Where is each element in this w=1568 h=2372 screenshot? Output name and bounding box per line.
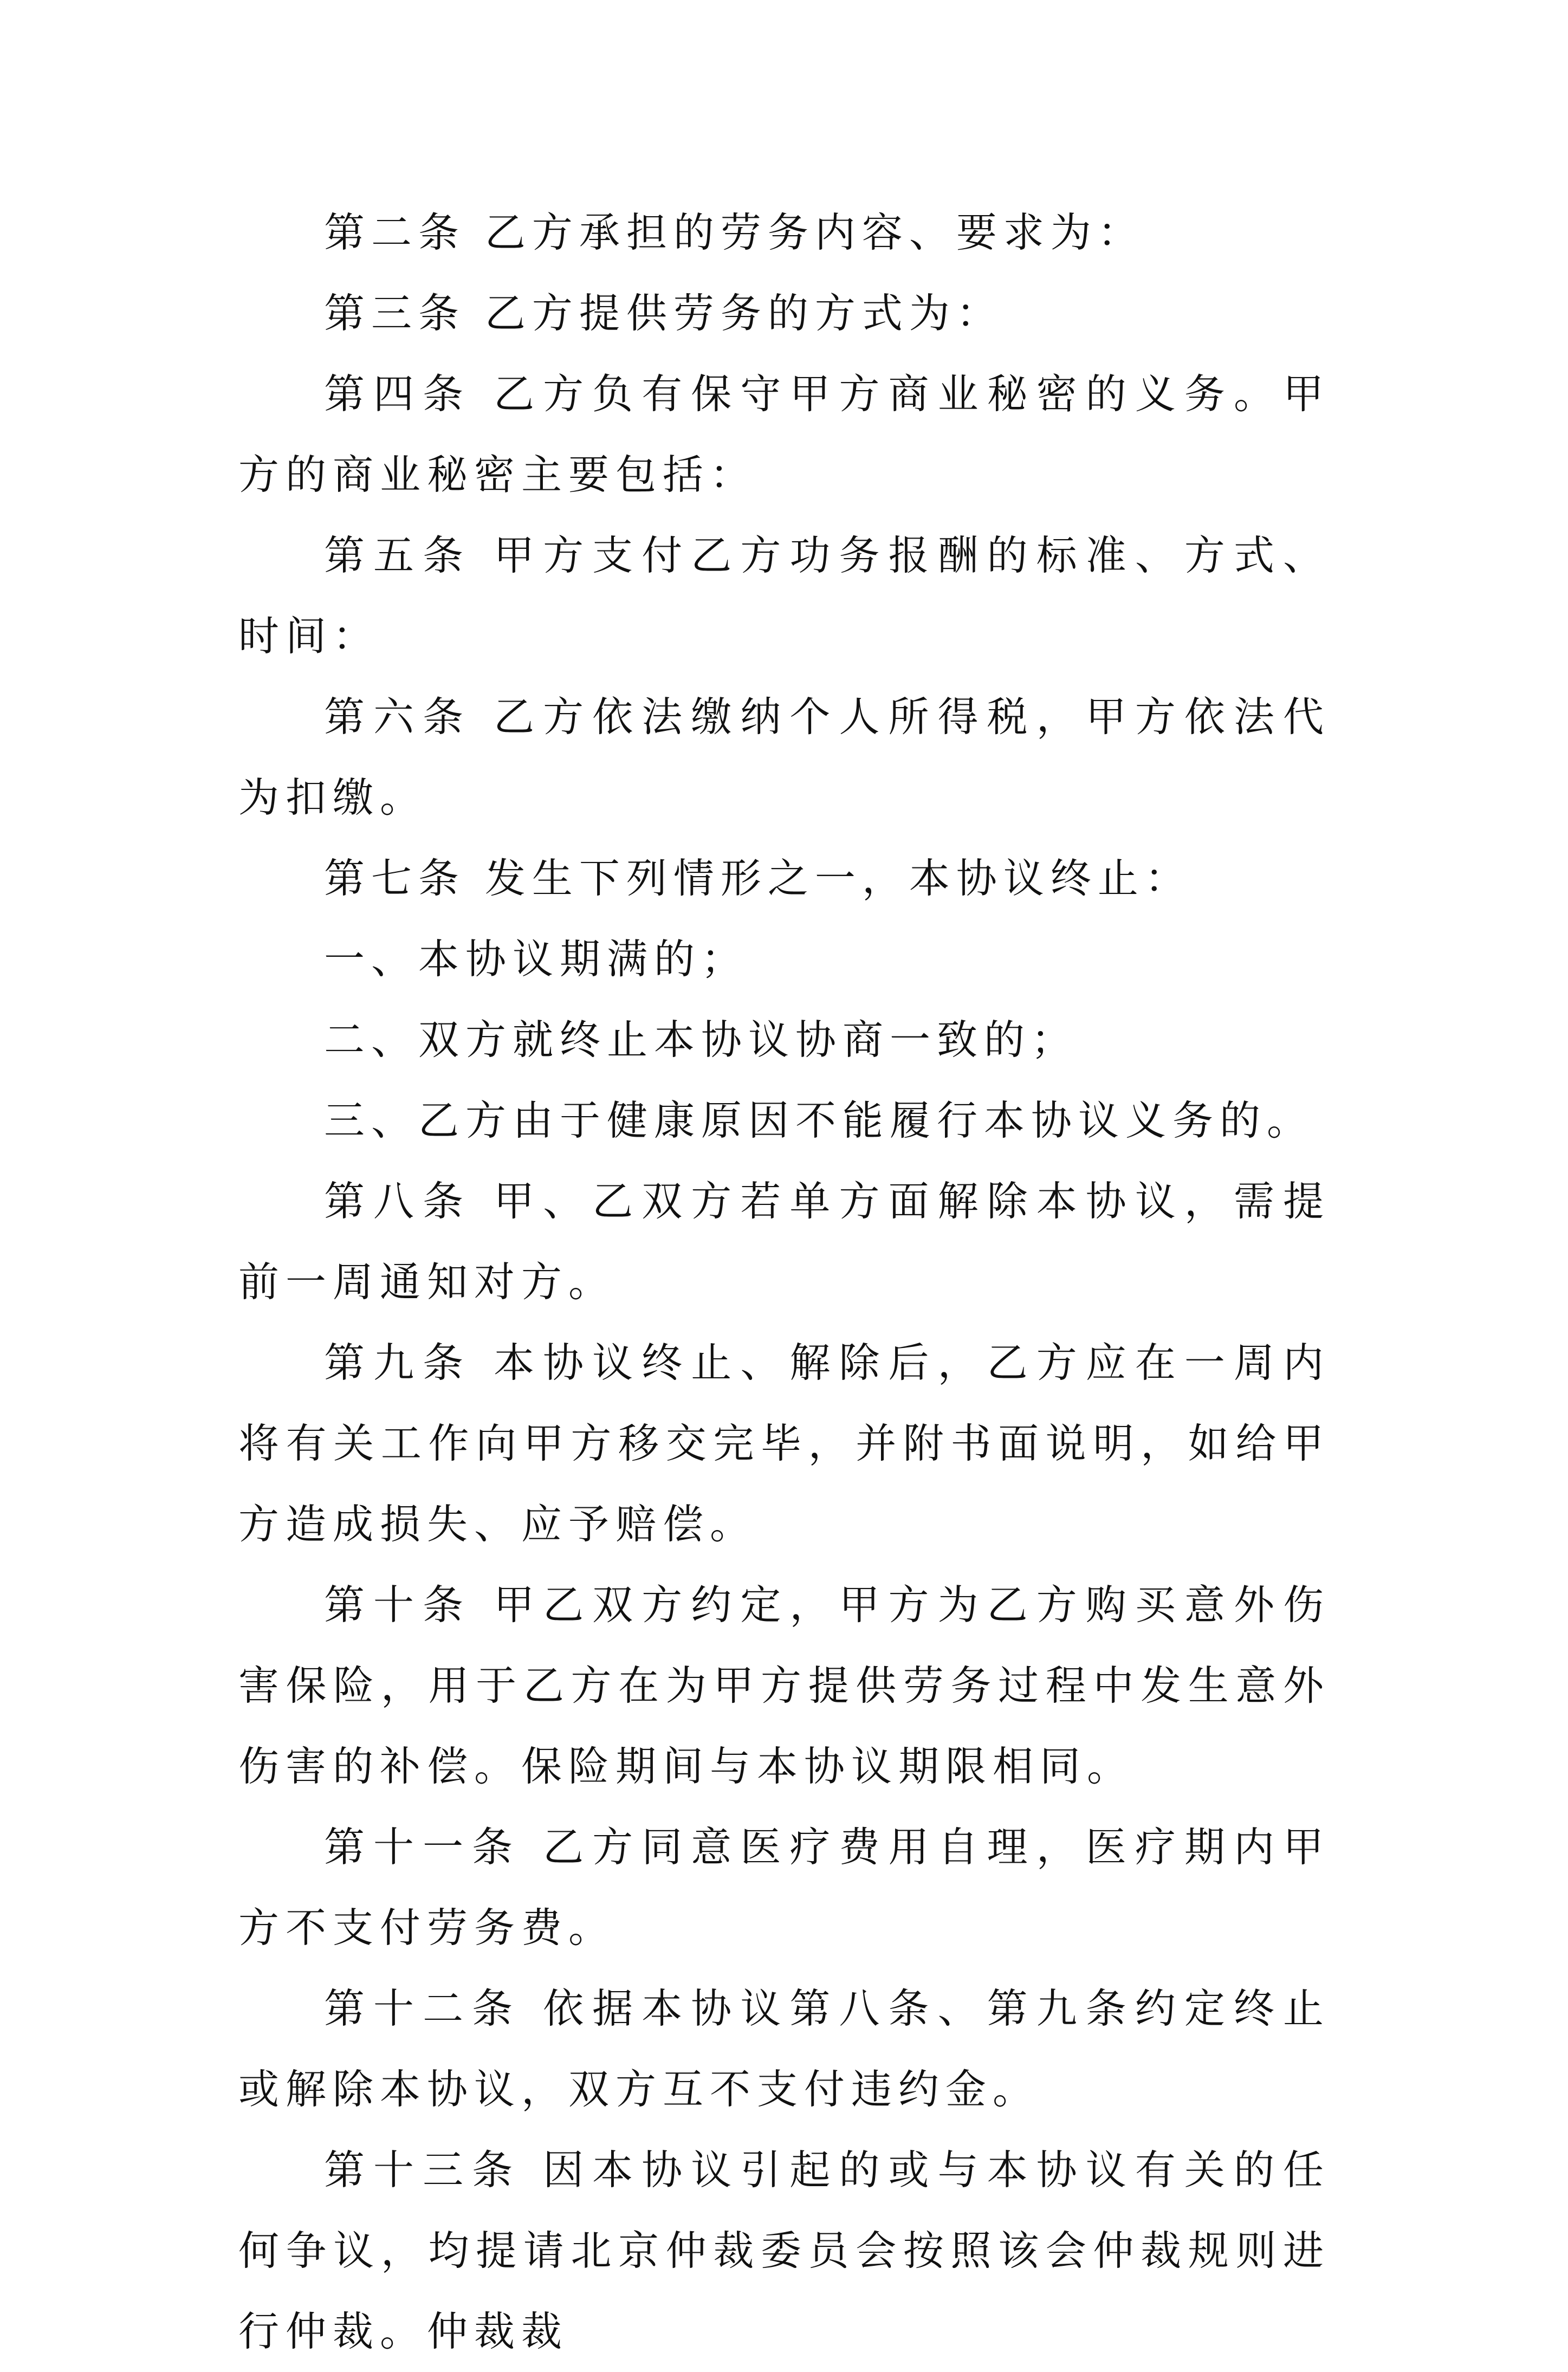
- clause-8: 第八条 甲、乙双方若单方面解除本协议，需提前一周通知对方。: [238, 1177, 1330, 1306]
- document-body: [238, 192, 1330, 2372]
- clause-2: 第二条 乙方承担的劳务内容、要求为：: [324, 209, 1145, 256]
- clause-7: 第七条 发生下列情形之一，本协议终止：: [324, 854, 1192, 902]
- clause-10: 第十条 甲乙双方约定，甲方为乙方购买意外伤害保险，用于乙方在为甲方提供劳务过程中发生意外伤害的补偿。保险期间与本协议期限相同。: [238, 1581, 1330, 1790]
- clause-7-item-2: 二、双方就终止本协议协商一致的；: [324, 1016, 1079, 1064]
- clause-5: 第五条 甲方支付乙方功务报酬的标准、方式、时间：: [238, 532, 1330, 660]
- clause-7-item-3: 三、乙方由于健康原因不能履行本协议义务的。: [324, 1097, 1314, 1144]
- clause-12: 第十二条 依据本协议第八条、第九条约定终止或解除本协议，双方互不支付违约金。: [238, 1985, 1330, 2113]
- clause-9: 第九条 本协议终止、解除后，乙方应在一周内将有关工作向甲方移交完毕，并附书面说明，如给甲方造成损失、应予赔偿。: [238, 1339, 1330, 1548]
- clause-11: 第十一条 乙方同意医疗费用自理，医疗期内甲方不支付劳务费。: [238, 1823, 1330, 1952]
- clause-4: 第四条 乙方负有保守甲方商业秘密的义务。甲方的商业秘密主要包括：: [238, 370, 1330, 498]
- clause-13: 第十三条 因本协议引起的或与本协议有关的任何争议，均提请北京仲裁委员会按照该会仲裁规则进行仲裁。仲裁裁: [238, 2146, 1330, 2355]
- clause-6: 第六条 乙方依法缴纳个人所得税，甲方依法代为扣缴。: [238, 693, 1330, 821]
- clause-3: 第三条 乙方提供劳务的方式为：: [324, 289, 1003, 337]
- clause-7-item-1: 一、本协议期满的；: [324, 935, 749, 983]
